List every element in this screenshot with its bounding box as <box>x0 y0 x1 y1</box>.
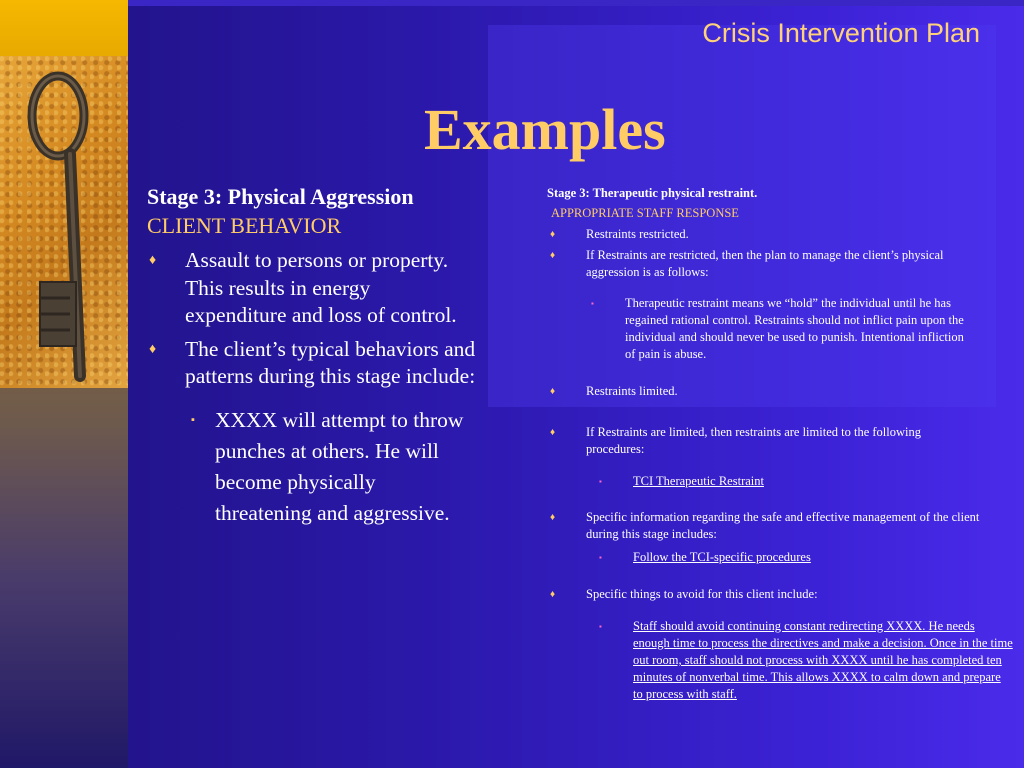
tci-restraint-link[interactable]: ▪ TCI Therapeutic Restraint <box>599 474 764 488</box>
diamond-bullet-icon: ♦ <box>550 229 556 240</box>
top-band <box>128 0 1024 6</box>
diamond-bullet-icon: ♦ <box>550 427 556 438</box>
things-to-avoid-link[interactable]: ▪ Staff should avoid continuing constant redirecting XXXX. He needs enough time to process the directives and make a decision. Once in the time out room, staff should not process with XXXX until he has completed ten minutes of nonverbal time. This allows XXXX to calm down and prepare to process with staff. <box>599 619 1013 701</box>
square-bullet-icon: ▪ <box>599 622 602 631</box>
right-sub-item: ▪ Therapeutic restraint means we “hold” the individual until he has regained rational control. Restraints should not inflict pain upon the individual and should never be used to punish. Intentional infliction of pain is abuse. <box>591 296 964 361</box>
square-bullet-icon: ▪ <box>599 477 602 486</box>
right-bullet-item: ♦ Specific things to avoid for this client include: <box>550 587 818 601</box>
left-bullet-item <box>147 336 477 391</box>
tci-procedures-link[interactable]: ▪ Follow the TCI-specific procedures <box>599 550 811 564</box>
key-photo <box>0 56 128 388</box>
header-title: Crisis Intervention Plan <box>702 18 980 48</box>
diamond-bullet-icon: ♦ <box>550 250 556 261</box>
diamond-bullet-icon: ♦ <box>550 512 556 523</box>
diamond-bullet-icon: ♦ <box>550 386 556 397</box>
diamond-bullet-icon: ♦ <box>149 253 157 268</box>
right-bullet-item: ♦ Restraints restricted. <box>550 227 689 241</box>
right-stage-heading: Stage 3: Therapeutic physical restraint. <box>547 186 758 200</box>
right-bullet-item: ♦ Restraints limited. <box>550 384 678 398</box>
left-stage-heading: Stage 3: Physical Aggression <box>147 184 414 209</box>
right-bullet-item: ♦ Specific information regarding the safe and effective management of the client during this stage includes: <box>550 510 980 541</box>
right-bullet-item: ♦ If Restraints are limited, then restraints are limited to the following procedures: <box>550 425 921 456</box>
left-bullet-item <box>147 247 477 330</box>
main-title: Examples <box>424 97 666 162</box>
left-bullet-text: Assault to persons or property. This results in energy expenditure and loss of control. <box>185 248 457 327</box>
square-bullet-icon: ▪ <box>191 413 195 426</box>
left-sub-text: XXXX will attempt to throw punches at others. He will become physically threatening and aggressive. <box>215 407 464 525</box>
square-bullet-icon: ▪ <box>591 299 594 308</box>
diamond-bullet-icon: ♦ <box>149 341 157 357</box>
key-icon <box>0 56 128 388</box>
staff-response-heading: APPROPRIATE STAFF RESPONSE <box>551 206 739 220</box>
right-bullet-item: ♦ If Restraints are restricted, then the plan to manage the client’s physical aggression is as follows: <box>550 248 944 279</box>
diamond-bullet-icon: ♦ <box>550 589 556 600</box>
left-column <box>147 183 477 529</box>
right-column <box>547 185 1017 703</box>
client-behavior-heading: CLIENT BEHAVIOR <box>147 213 342 238</box>
square-bullet-icon: ▪ <box>599 553 602 562</box>
left-bullet-text: The client’s typical behaviors and patterns during this stage include: <box>185 336 476 388</box>
left-sub-item <box>147 405 477 529</box>
